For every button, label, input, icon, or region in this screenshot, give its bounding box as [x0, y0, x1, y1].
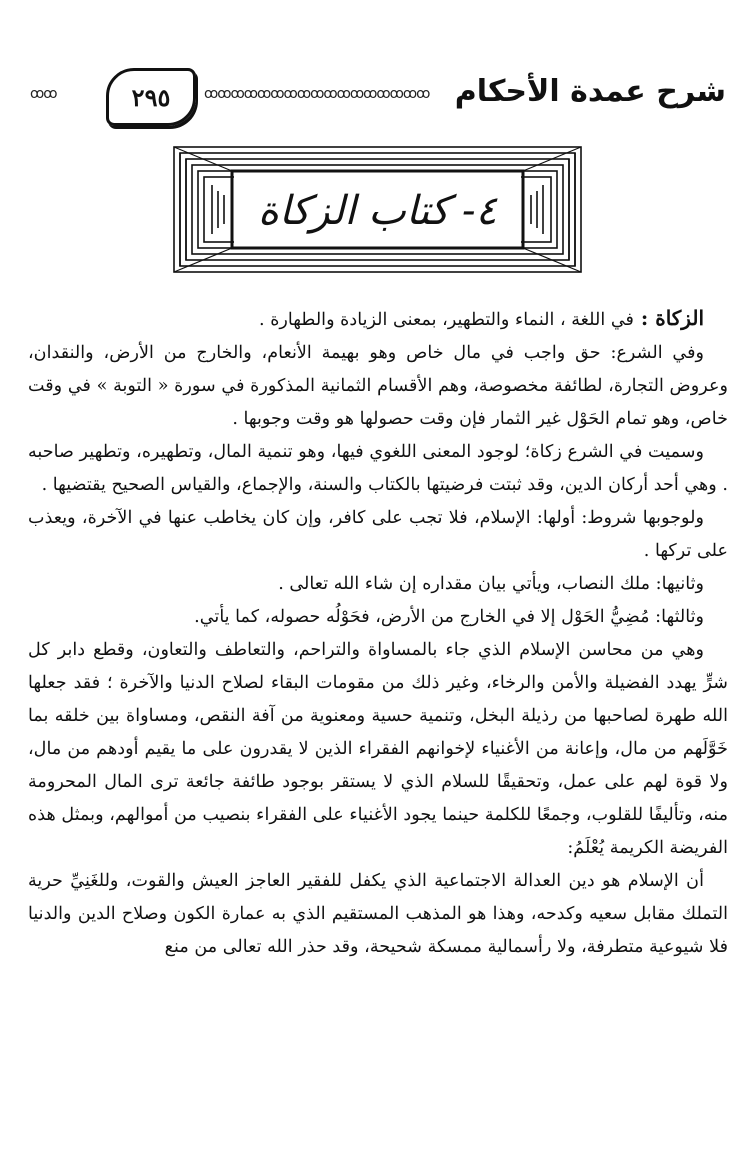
- body-text: [28, 302, 728, 964]
- paragraph: أن الإسلام هو دين العدالة الاجتماعية الذي يكفل للفقير العاجز العيش والقوت، وللغَنِيِّ حرية التملك مقابل سعيه وكدحه، وهذا هو المذهب المستقيم الذي به عمارة الكون وصلاح الدين والدنيا فلا شيوعية متطرفة، ولا رأسمالية ممسكة شحيحة، وقد حذر الله تعالى من منع: [28, 871, 728, 957]
- header-ornament: ꝏꝏꝏꝏꝏꝏꝏꝏꝏꝏꝏꝏꝏꝏꝏꝏꝏ: [204, 86, 430, 102]
- book-title: شرح عمدة الأحكام: [454, 74, 726, 109]
- paragraph: وثالثها: مُضِيُّ الحَوْل إلا في الخارج من الأرض، فحَوْلُه حصوله، كما يأتي.: [194, 607, 704, 627]
- page-number: ٢٩٥: [106, 68, 196, 126]
- chapter-title-frame: [172, 145, 583, 274]
- term-lead: الزكاة :: [633, 306, 704, 330]
- chapter-title: ٤- كتاب الزكاة: [258, 188, 497, 234]
- header-ornament-left: ꝏꝏ: [30, 86, 57, 102]
- paragraph: ولوجوبها شروط: أولها: الإسلام، فلا تجب على كافر، وإن كان يخاطب عنها في الآخرة، ويعذب على تركها .: [28, 508, 728, 561]
- page-header: [26, 68, 726, 128]
- paragraph: وسميت في الشرع زكاة؛ لوجود المعنى اللغوي فيها، وهو تنمية المال، وتطهيره، وتطهير صاحبه . وهي أحد أركان الدين، وقد ثبتت فرضيتها بالكتاب والسنة، والإجماع، والقياس الصحيح يقتضيها .: [28, 442, 728, 495]
- paragraph: وثانيها: ملك النصاب، ويأتي بيان مقداره إن شاء الله تعالى .: [278, 574, 704, 594]
- paragraph: وهي من محاسن الإسلام الذي جاء بالمساواة والتراحم، والتعاطف والتعاون، وقطع دابر كل شرٍّ يهدد الفضيلة والأمن والرخاء، وغير ذلك من مقومات البقاء لصلاح الدنيا والآخرة ؛ فقد جعلها الله طهرة لصاحبها من رذيلة البخل، وتنمية حسية ومعنوية من آفة النقص، ومساواة بين خلقه بما خَوَّلَهم من مال، وإعانة من الأغنياء لإخوانهم الفقراء الذين لا يقدرون على ما يقيم أودهم من مال، ولا قوة لهم على عمل، وتحقيقًا للسلام الذي لا يستقر بوجود طائفة جائعة ترى المال المحرومة منه، وتأليفًا للقلوب، وجمعًا للكلمة حينما يجود الأغنياء على الفقراء بنصيب من أموالهم، وبمثل هذه الفريضة الكريمة يُعْلَمُ:: [28, 640, 728, 858]
- paragraph: وفي الشرع: حق واجب في مال خاص وهو بهيمة الأنعام، والخارج من الأرض، والنقدان، وعروض التجارة، لطائفة مخصوصة، وهم الأقسام الثمانية المذكورة في سورة « التوبة » في وقت خاص، وهو تمام الحَوْل غير الثمار فإن وقت حصولها هو وقت وجوبها .: [28, 343, 728, 429]
- paragraph: الزكاة : في اللغة ، النماء والتطهير، بمعنى الزيادة والطهارة .: [259, 306, 704, 330]
